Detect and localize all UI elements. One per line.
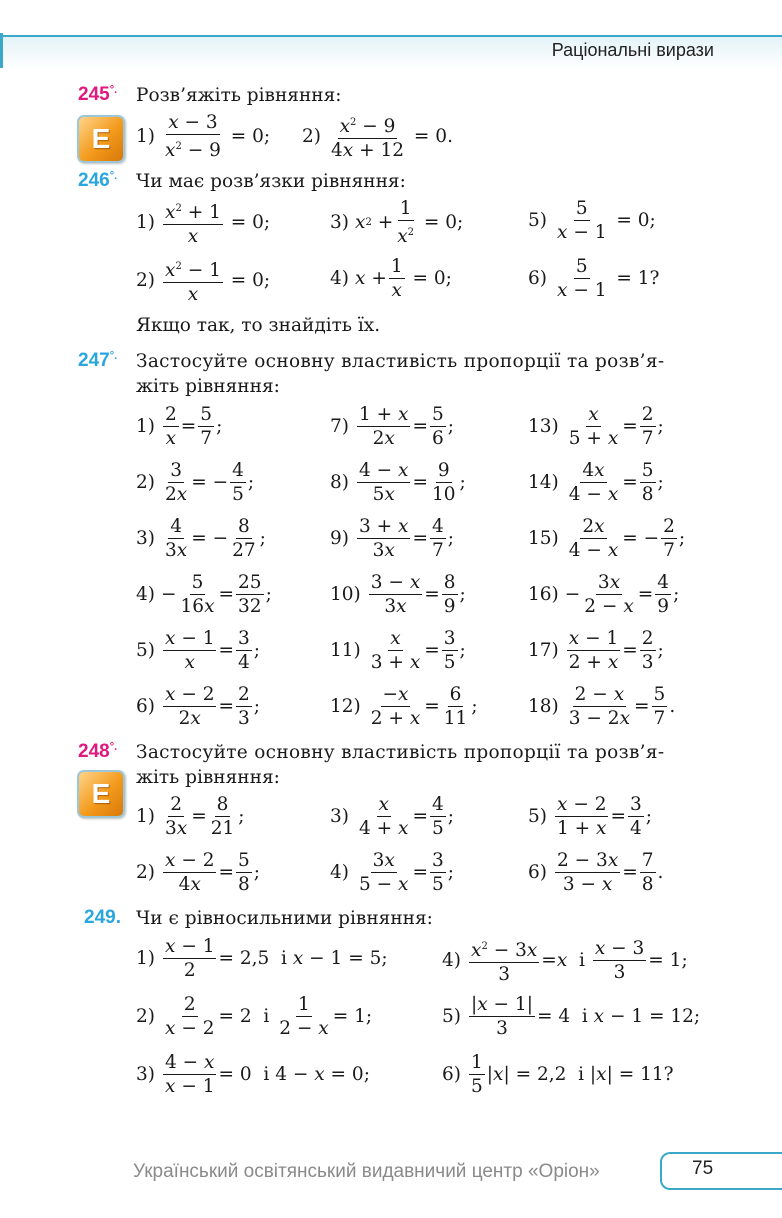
exercise-249-text: Чи є рівносильними рівняння:	[136, 908, 433, 929]
level-e-badge-icon: Е	[77, 770, 125, 818]
exercise-number-245: 245°.	[78, 84, 118, 105]
equation-247-11: 11) $\frac{x}{3 + x}$ = $\frac{3}{5}$ ;	[330, 628, 466, 673]
equation-247-16: 16) − $\frac{3x}{2 - x}$ = $\frac{4}{9}$ ;	[528, 572, 680, 617]
equation-249-1: 1) $\frac{x - 1}{2}$ = 2,5 і x − 1 = 5;	[136, 936, 388, 981]
equation-247-4: 4) − $\frac{5}{16x}$ = $\frac{25}{32}$ ;	[136, 572, 272, 617]
equation-248-1: 1) $\frac{2}{3x}$ = $\frac{8}{21}$ ;	[136, 794, 245, 839]
equation-248-2: 2) $\frac{x - 2}{4x}$ = $\frac{5}{8}$ ;	[136, 850, 261, 895]
equation-247-7: 7) $\frac{1 + x}{2x}$ = $\frac{5}{6}$ ;	[330, 404, 455, 449]
equation-246-1: 1) $\frac{x^2 + 1}{x}$ = 0;	[136, 198, 270, 247]
equation-249-4: 4) $\frac{x^2 - 3x}{3}$ = x і $\frac{x - 3}{3}$ = 1;	[442, 936, 688, 985]
equation-246-6: 6) $\frac{5}{x - 1}$ = 1?	[528, 256, 660, 301]
page-number-box	[660, 1152, 782, 1190]
equation-247-3: 3) $\frac{4}{3x}$ = − $\frac{8}{27}$ ;	[136, 516, 266, 561]
section-title: Раціональні вирази	[551, 40, 714, 60]
equation-248-6: 6) $\frac{2 - 3x}{3 - x}$ = $\frac{7}{8}$ .	[528, 850, 664, 895]
equation-247-5: 5) $\frac{x - 1}{x}$ = $\frac{3}{4}$ ;	[136, 628, 261, 673]
equation-247-13: 13) $\frac{x}{5 + x}$ = $\frac{2}{7}$ ;	[528, 404, 664, 449]
equation-247-15: 15) $\frac{2x}{4 - x}$ = − $\frac{2}{7}$ ;	[528, 516, 686, 561]
equation-247-9: 9) $\frac{3 + x}{3x}$ = $\frac{4}{7}$ ;	[330, 516, 455, 561]
exercise-number-247: 247°.	[78, 350, 118, 371]
exercise-247-text-line1: Застосуйте основну властивість пропорції та розв’я-	[136, 351, 665, 372]
exercise-246-text: Чи має розв’язки рівняння:	[136, 171, 406, 192]
exercise-number-248: 248°.	[78, 741, 118, 762]
equation-245-2: 2) $\frac{x^2 - 9}{4x + 12}$ = 0.	[302, 112, 453, 161]
equation-249-2: 2) $\frac{2}{x - 2}$ = 2 і $\frac{1}{2 - x}$ = 1;	[136, 994, 373, 1039]
page-header	[0, 35, 782, 68]
exercise-number-249: 249.	[84, 907, 121, 928]
equation-248-4: 4) $\frac{3x}{5 - x}$ = $\frac{3}{5}$ ;	[330, 850, 455, 895]
equation-249-5: 5) $\frac{|x - 1|}{3}$ = 4 і x − 1 = 12;	[442, 994, 701, 1039]
equation-249-6: 6) $\frac{1}{5}$ | x | = 2,2 і | x | = 11?	[442, 1052, 674, 1097]
equation-247-17: 17) $\frac{x - 1}{2 + x}$ = $\frac{2}{3}$ ;	[528, 628, 664, 673]
equation-247-18: 18) $\frac{2 - x}{3 - 2x}$ = $\frac{5}{7}$ .	[528, 684, 676, 729]
header-left-bar	[0, 33, 3, 68]
equation-247-2: 2) $\frac{3}{2x}$ = − $\frac{4}{5}$ ;	[136, 460, 255, 505]
equation-247-6: 6) $\frac{x - 2}{2x}$ = $\frac{2}{3}$ ;	[136, 684, 261, 729]
equation-248-3: 3) $\frac{x}{4 + x}$ = $\frac{4}{5}$ ;	[330, 794, 455, 839]
equation-247-14: 14) $\frac{4x}{4 - x}$ = $\frac{5}{8}$ ;	[528, 460, 664, 505]
exercise-248-text-line2: жіть рівняння:	[136, 767, 280, 788]
exercise-248-text-line1: Застосуйте основну властивість пропорції та розв’я-	[136, 742, 665, 763]
exercise-246-note: Якщо так, то знайдіть їх.	[136, 315, 381, 336]
equation-247-8: 8) $\frac{4 - x}{5x}$ = $\frac{9}{10}$ ;	[330, 460, 466, 505]
equation-247-1: 1) $\frac{2}{x}$ = $\frac{5}{7}$ ;	[136, 404, 223, 449]
equation-246-3: 3) x 2 + $\frac{1}{x^2}$ = 0;	[330, 198, 464, 248]
publisher-footer: Український освітянський видавничий центр «Оріон»	[133, 1161, 600, 1182]
exercise-245-text: Розв’яжіть рівняння:	[136, 85, 342, 106]
equation-246-5: 5) $\frac{5}{x - 1}$ = 0;	[528, 198, 656, 243]
page-number: 75	[692, 1158, 714, 1179]
equation-246-2: 2) $\frac{x^2 - 1}{x}$ = 0;	[136, 256, 270, 305]
equation-247-10: 10) $\frac{3 - x}{3x}$ = $\frac{8}{9}$ ;	[330, 572, 466, 617]
equation-249-3: 3) $\frac{4 - x}{x - 1}$ = 0 і 4 − x = 0;	[136, 1052, 370, 1097]
level-e-badge-icon: Е	[77, 115, 125, 163]
equation-245-1: 1) $\frac{x - 3}{x^2 - 9}$ = 0;	[136, 112, 271, 162]
exercise-number-246: 246°.	[78, 170, 118, 191]
equation-248-5: 5) $\frac{x - 2}{1 + x}$ = $\frac{3}{4}$ ;	[528, 794, 653, 839]
equation-247-12: 12) $\frac{-x}{2 + x}$ = $\frac{6}{11}$ ;	[330, 684, 478, 729]
equation-246-4: 4) x + $\frac{1}{x}$ = 0;	[330, 256, 452, 301]
exercise-247-text-line2: жіть рівняння:	[136, 376, 280, 397]
